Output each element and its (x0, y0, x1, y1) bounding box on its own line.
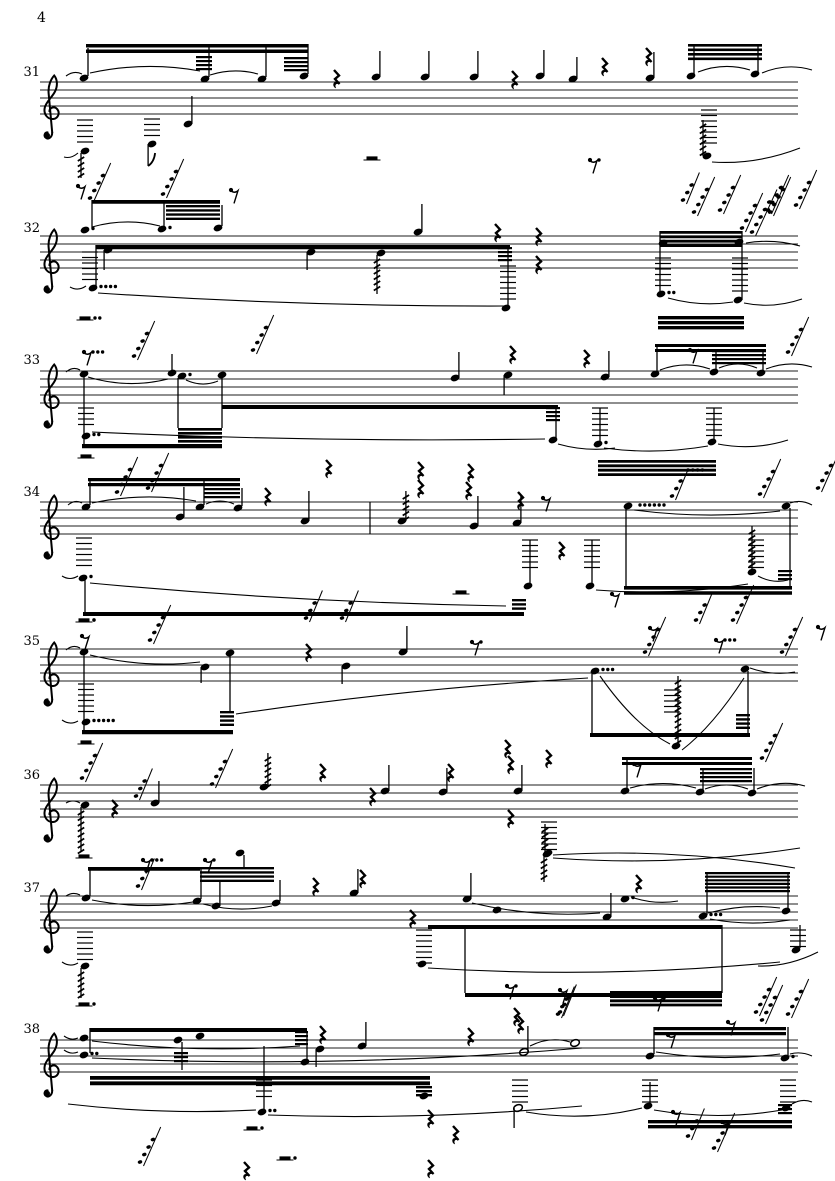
beam (546, 407, 560, 421)
grace-note-run (685, 1109, 704, 1141)
note (438, 768, 449, 797)
beam (688, 44, 762, 60)
note (413, 204, 424, 237)
slur (62, 962, 78, 965)
beam (204, 488, 240, 498)
quarter-rest (559, 542, 565, 560)
slur (792, 1100, 812, 1104)
note (780, 1053, 795, 1062)
eighth-rest (541, 496, 550, 512)
slur (64, 1050, 78, 1053)
slur (660, 365, 710, 370)
beam (212, 44, 308, 53)
slur (530, 1040, 570, 1046)
half-rest (277, 1156, 297, 1160)
ledger-lines (144, 119, 160, 136)
ledger-lines (790, 930, 806, 947)
note (602, 893, 613, 922)
grace-note-run (693, 593, 712, 625)
slur (90, 66, 200, 73)
system-32 (23, 170, 816, 329)
note (306, 247, 317, 270)
measure-number: 37 (23, 881, 40, 896)
half-rest (76, 1002, 96, 1006)
eighth-rest (229, 188, 238, 204)
quarter-rest (546, 750, 552, 768)
note (568, 57, 579, 84)
eighth-rest (714, 638, 736, 654)
slur (668, 298, 733, 304)
quarter-rest (508, 756, 514, 774)
eighth-rest (588, 158, 601, 174)
treble-clef-icon (44, 365, 58, 428)
beam (512, 599, 526, 610)
note (513, 1103, 524, 1128)
quarter-rest (334, 70, 340, 88)
grace-note-run (135, 859, 154, 891)
slur (70, 286, 86, 289)
beam (96, 245, 510, 249)
quarter-rest (428, 1160, 434, 1178)
note (469, 496, 480, 531)
note (462, 873, 473, 904)
staff-lines (40, 82, 798, 114)
beam (778, 1104, 792, 1114)
grace-note-run (759, 723, 782, 762)
note (519, 1026, 530, 1057)
note (513, 765, 524, 796)
half-rest (364, 156, 381, 160)
slur (790, 501, 812, 505)
grace-note-run (711, 1113, 734, 1152)
beam (92, 200, 220, 204)
slur (712, 148, 800, 162)
half-rest (78, 454, 95, 458)
slur (472, 903, 600, 914)
slur (210, 71, 258, 75)
grace-note-run (303, 591, 322, 623)
beam (82, 444, 222, 448)
note (548, 435, 559, 444)
quarter-rest (418, 480, 424, 498)
quarter-rest (495, 224, 501, 242)
grace-note-run (79, 743, 102, 782)
measure-number: 31 (23, 65, 40, 80)
note (380, 765, 391, 796)
slur (236, 678, 588, 714)
measure-number: 38 (23, 1022, 40, 1037)
treble-clef-icon (44, 230, 58, 293)
quarter-rest (468, 1028, 474, 1046)
note (600, 351, 611, 382)
staff-lines (40, 502, 798, 534)
slur (92, 1048, 582, 1062)
stem (749, 526, 755, 570)
quarter-rest (466, 482, 472, 500)
quarter-rest (418, 462, 424, 480)
quarter-rest (313, 878, 319, 896)
ledger-lines (780, 1080, 796, 1102)
treble-clef-icon (44, 643, 58, 706)
quarter-rest (410, 910, 416, 928)
half-rest (76, 854, 93, 858)
beam (712, 350, 766, 364)
slur (656, 1052, 780, 1058)
eighth-rest (666, 1033, 675, 1049)
grace-note-run (793, 170, 816, 209)
staff-lines (40, 371, 798, 403)
quarter-rest (453, 1126, 459, 1144)
slur (66, 72, 82, 76)
beam (295, 1031, 308, 1045)
quarter-rest (536, 256, 542, 274)
note (88, 283, 117, 292)
slur (762, 67, 812, 73)
quarter-rest (360, 870, 366, 888)
beam (174, 1052, 188, 1062)
ledger-lines (732, 258, 748, 291)
note (671, 741, 682, 750)
note (535, 50, 546, 81)
measure-number: 35 (23, 634, 40, 649)
eighth-rest (505, 984, 518, 1000)
eighth-rest (80, 634, 89, 650)
quarter-rest (265, 488, 271, 506)
beam (658, 316, 744, 329)
note (623, 501, 634, 510)
treble-clef-icon (44, 1034, 58, 1097)
note (643, 1101, 654, 1110)
quarter-rest (306, 644, 312, 662)
slur (64, 153, 78, 158)
note (523, 581, 534, 590)
note (175, 487, 186, 522)
slur (88, 377, 168, 384)
beam (700, 768, 752, 782)
treble-clef-icon (44, 779, 58, 842)
note (398, 626, 409, 657)
system-33 (23, 315, 812, 500)
beam (598, 460, 716, 476)
slur (90, 655, 200, 664)
grace-note-run (137, 1127, 160, 1166)
slur (698, 66, 750, 72)
grace-note-run (730, 585, 753, 624)
system-31 (23, 44, 812, 236)
grace-note-run (160, 159, 183, 198)
note (593, 439, 608, 448)
beam (222, 405, 558, 409)
slur (268, 1106, 582, 1117)
grace-note-run (209, 749, 232, 788)
system-35 (23, 617, 802, 768)
measure-number: 33 (23, 353, 40, 368)
ledger-lines (76, 538, 92, 566)
slur (634, 510, 780, 515)
note (147, 139, 158, 166)
half-rest (78, 740, 95, 744)
note (450, 352, 461, 383)
note (469, 51, 480, 82)
slur (62, 576, 78, 579)
note (585, 581, 596, 590)
beam (660, 231, 742, 247)
quarter-rest (536, 228, 542, 246)
quarter-rest (320, 764, 326, 782)
note (709, 367, 720, 376)
beam (648, 1120, 792, 1128)
stem (78, 968, 84, 998)
half-rest (77, 316, 102, 320)
ledger-lines (500, 266, 516, 299)
slur (186, 380, 218, 384)
grace-note-run (680, 173, 699, 205)
note (397, 491, 409, 526)
note (103, 245, 114, 270)
note (620, 786, 631, 795)
quarter-rest (468, 464, 474, 482)
beam (90, 1028, 307, 1032)
slur (630, 784, 696, 789)
note (695, 787, 706, 796)
treble-clef-icon (44, 496, 58, 559)
beam (83, 612, 524, 616)
grace-note-run (815, 453, 835, 492)
note (501, 303, 512, 312)
ledger-lines (78, 408, 94, 425)
quarter-rest (326, 460, 332, 478)
quarter-rest (370, 788, 376, 806)
beam (166, 205, 220, 220)
quarter-rest (505, 740, 511, 758)
note (756, 368, 767, 377)
grace-note-run (147, 605, 170, 644)
grace-note-run (87, 163, 110, 202)
stem (78, 153, 84, 178)
grace-note-run (133, 769, 152, 801)
half-rest (453, 590, 470, 594)
note (656, 289, 676, 298)
slur (428, 962, 780, 972)
stem (541, 855, 547, 882)
grace-note-run (753, 977, 776, 1016)
slur (64, 1036, 78, 1039)
slur (62, 720, 78, 723)
slur (98, 293, 504, 306)
quarter-rest (428, 1110, 434, 1128)
quarter-rest (510, 346, 516, 364)
slur (68, 1104, 256, 1112)
ledger-lines (512, 1080, 528, 1102)
slur (744, 299, 802, 305)
beam (498, 247, 512, 261)
staff-lines (40, 649, 798, 681)
slur (758, 952, 818, 966)
grace-note-run (779, 617, 802, 656)
slur (718, 440, 788, 447)
slur (92, 222, 160, 227)
note (686, 71, 697, 80)
note (492, 905, 503, 914)
treble-clef-icon (44, 890, 58, 953)
note (590, 666, 615, 675)
beam (200, 867, 274, 882)
slur (92, 900, 193, 906)
eighth-rest (141, 858, 163, 874)
beam (82, 730, 233, 734)
quarter-rest (448, 764, 454, 782)
staff-lines (40, 896, 798, 928)
beam (88, 867, 200, 871)
slur (604, 446, 708, 451)
quarter-rest (320, 1026, 326, 1044)
slur (705, 785, 748, 789)
grace-note-run (131, 321, 154, 360)
note (357, 1022, 368, 1051)
note (781, 906, 792, 915)
eighth-rest (610, 592, 619, 608)
slur (90, 583, 506, 606)
ledger-lines (77, 120, 93, 142)
eighth-rest (82, 350, 104, 366)
note (512, 495, 523, 528)
eighth-rest (203, 858, 216, 874)
note (740, 664, 751, 673)
measure-number: 32 (23, 221, 40, 236)
quarter-rest (584, 350, 590, 368)
beam (428, 925, 722, 929)
eighth-rest (76, 184, 85, 200)
beam (778, 570, 792, 580)
beam (88, 478, 240, 486)
slur (766, 364, 812, 369)
quarter-rest (646, 48, 652, 66)
quarter-rest (518, 1016, 524, 1034)
note (81, 717, 115, 726)
treble-clef-icon (44, 76, 58, 139)
eighth-rest (470, 640, 483, 656)
quarter-rest (508, 810, 514, 828)
measure-number: 36 (23, 768, 40, 783)
note (300, 491, 311, 526)
quarter-rest (512, 71, 518, 89)
grace-note-run (757, 459, 780, 498)
grace-note-run (717, 175, 740, 214)
slur (757, 783, 805, 789)
stem (374, 255, 380, 294)
beam (284, 57, 308, 71)
system-38 (23, 979, 812, 1180)
quarter-rest (244, 1162, 250, 1180)
grace-note-run (749, 190, 777, 237)
beam (624, 586, 792, 595)
beam (610, 991, 722, 1006)
note (420, 51, 431, 82)
note (259, 753, 271, 792)
note (183, 96, 194, 129)
note (417, 959, 428, 968)
beam (220, 711, 234, 726)
system-34 (23, 453, 835, 644)
grace-note-run (642, 617, 665, 656)
grace-note-run (250, 315, 273, 354)
beam (590, 733, 750, 737)
note (747, 567, 758, 576)
page-number: 4 (37, 10, 46, 26)
grace-note-run (785, 979, 808, 1018)
system-37 (23, 848, 818, 1026)
note (419, 1091, 430, 1100)
half-rest (76, 618, 96, 622)
slur (682, 678, 744, 750)
half-rest (244, 1126, 264, 1130)
ledger-lines (655, 258, 671, 286)
note (503, 370, 514, 395)
note (349, 869, 360, 898)
slur (631, 897, 678, 902)
grace-note-run (339, 591, 358, 623)
quarter-rest (636, 875, 642, 893)
note (750, 69, 761, 78)
stem (78, 807, 84, 854)
augmentation-dots (638, 503, 665, 506)
beam (705, 872, 790, 892)
grace-note-run (785, 317, 808, 356)
ledger-lines (416, 930, 432, 963)
note (707, 437, 718, 446)
note (195, 1031, 206, 1040)
beam (654, 1027, 786, 1035)
eighth-rest (816, 625, 825, 641)
slur (719, 364, 757, 368)
note (371, 51, 382, 82)
slur (92, 432, 545, 440)
grace-note-run (739, 193, 762, 232)
system-36 (23, 723, 805, 861)
beam (86, 44, 212, 53)
measure-number: 34 (23, 485, 40, 500)
note (747, 788, 758, 797)
note (79, 1033, 90, 1042)
quarter-rest (602, 58, 608, 76)
ledger-lines (77, 932, 93, 960)
grace-note-run (114, 457, 137, 496)
ledger-lines (78, 684, 94, 712)
